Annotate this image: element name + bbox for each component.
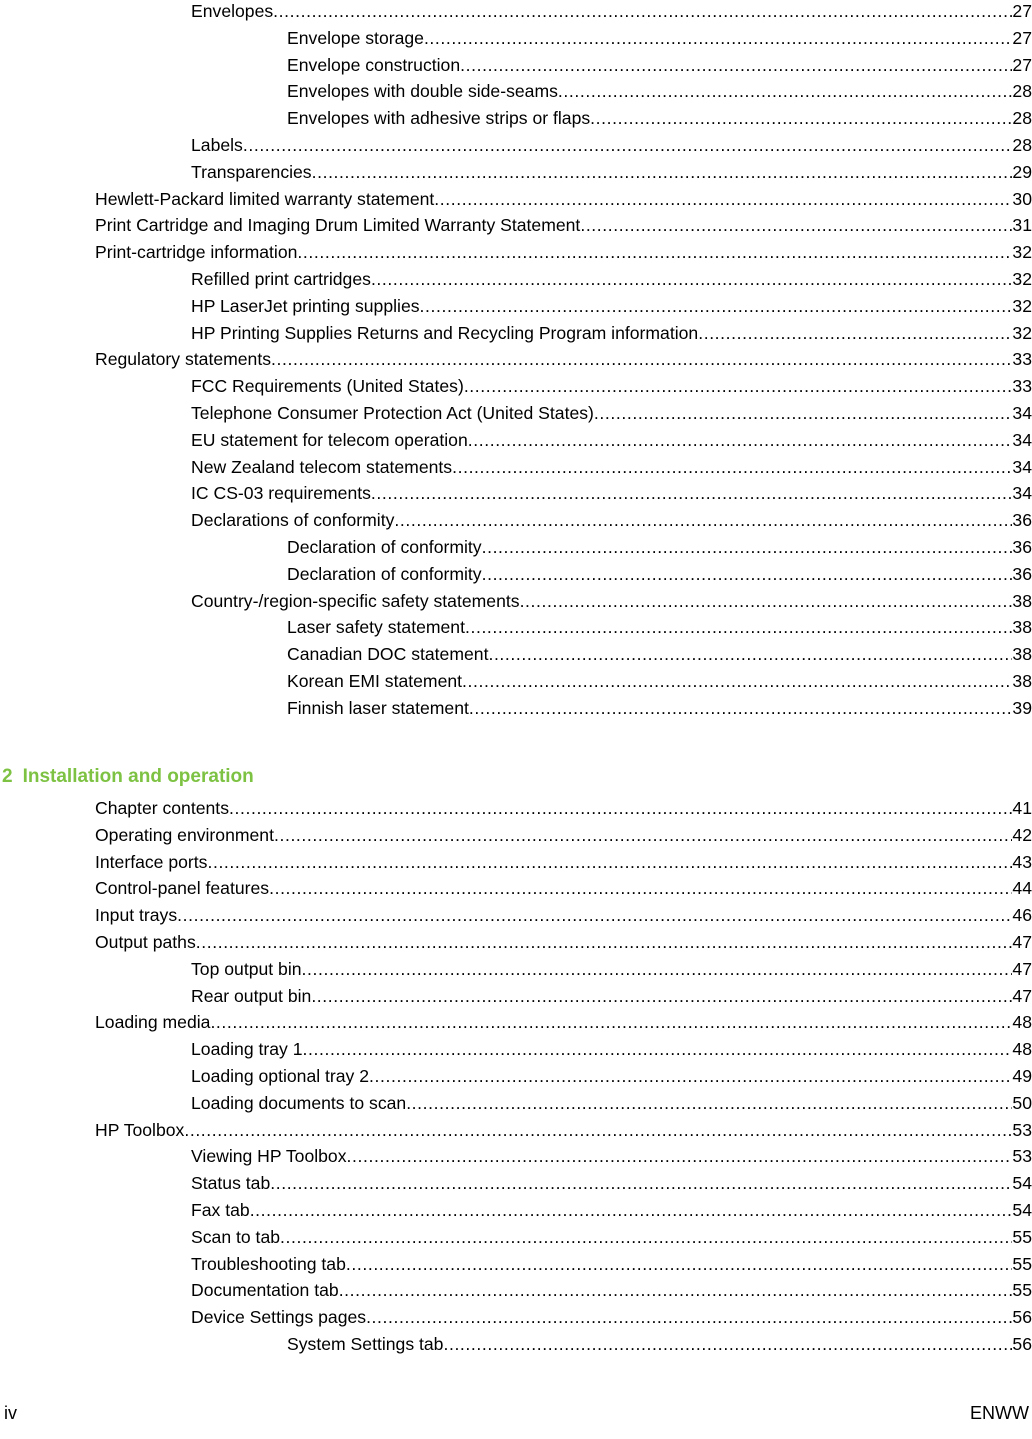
toc-entry-title: Loading media	[95, 1012, 211, 1033]
toc-entry[interactable]	[191, 295, 1032, 317]
toc-entry-title: Loading documents to scan	[191, 1092, 407, 1113]
toc-entry-page: 28	[1012, 81, 1032, 102]
toc-entry-title: Refilled print cartridges	[191, 269, 371, 289]
toc-entry-title: New Zealand telecom statements	[191, 456, 453, 477]
toc-entry-title: Chapter contents	[95, 798, 229, 818]
toc-entry-page: 32	[1012, 242, 1032, 263]
toc-entry[interactable]	[95, 797, 1032, 819]
toc-entry-page: 47	[1012, 958, 1032, 979]
toc-entry[interactable]	[191, 1279, 1032, 1301]
toc-entry-page: 36	[1012, 510, 1032, 531]
toc-entry[interactable]	[191, 1038, 1032, 1060]
dot-leader	[271, 348, 1012, 370]
toc-entry-title: Documentation tab	[191, 1280, 339, 1301]
toc-entry[interactable]	[95, 824, 1032, 846]
toc-entry-title: Fax tab	[191, 1200, 250, 1220]
toc-entry[interactable]	[191, 509, 1032, 531]
dot-leader	[482, 536, 1013, 558]
toc-entry-page: 49	[1012, 1066, 1032, 1086]
toc-entry-title: Top output bin	[191, 958, 302, 979]
toc-entry-page: 38	[1012, 590, 1032, 611]
dot-leader	[488, 643, 1012, 665]
toc-entry-page: 27	[1012, 27, 1032, 48]
toc-entry[interactable]	[191, 590, 1032, 612]
toc-entry[interactable]	[287, 80, 1032, 102]
toc-entry-title: IC CS-03 requirements	[191, 483, 371, 504]
toc-entry-title: Troubleshooting tab	[191, 1253, 346, 1274]
dot-leader	[270, 1172, 1012, 1194]
toc-entry[interactable]	[191, 1253, 1032, 1275]
dot-leader	[339, 1279, 1013, 1301]
dot-leader	[302, 958, 1013, 980]
dot-leader	[443, 1333, 1012, 1355]
toc-entry[interactable]	[191, 1092, 1032, 1114]
dot-leader	[434, 188, 1012, 210]
toc-entry[interactable]	[191, 134, 1032, 156]
toc-entry[interactable]	[95, 188, 1032, 210]
toc-entry-page: 39	[1012, 697, 1032, 718]
dot-leader	[371, 268, 1012, 290]
toc-entry[interactable]	[191, 1199, 1032, 1221]
dot-leader	[366, 1306, 1012, 1328]
toc-entry-page: 31	[1012, 215, 1032, 236]
toc-entry[interactable]	[287, 536, 1032, 558]
toc-entry-title: Status tab	[191, 1173, 271, 1194]
dot-leader	[196, 931, 1013, 953]
dot-leader	[210, 1011, 1012, 1033]
dot-leader	[347, 1145, 1013, 1167]
toc-entry-title: EU statement for telecom operation	[191, 429, 468, 450]
toc-entry-page: 33	[1012, 376, 1032, 397]
dot-leader	[274, 824, 1012, 846]
dot-leader	[424, 27, 1012, 49]
dot-leader	[469, 697, 1013, 719]
dot-leader	[465, 616, 1012, 638]
toc-entry[interactable]	[95, 214, 1032, 236]
dot-leader	[590, 107, 1012, 129]
toc-entry-title: Laser safety statement	[287, 617, 465, 638]
toc-entry-page: 28	[1012, 135, 1032, 155]
toc-entry-title: Output paths	[95, 932, 196, 952]
toc-entry-title: Labels	[191, 135, 243, 155]
toc-entry-title: Envelope construction	[287, 54, 461, 75]
toc-entry-title: FCC Requirements (United States)	[191, 376, 464, 397]
locale-code: ENWW	[970, 1403, 1029, 1423]
dot-leader	[420, 295, 1013, 317]
toc-entry-page: 30	[1012, 188, 1032, 209]
dot-leader	[558, 80, 1013, 102]
toc-entry[interactable]	[95, 904, 1032, 926]
toc-entry-title: Declaration of conformity	[287, 537, 482, 557]
dot-leader	[207, 851, 1012, 873]
toc-entry-title: Country-/region-specific safety statements	[191, 590, 520, 611]
chapter-title: Installation and operation	[22, 766, 254, 787]
toc-entry[interactable]	[287, 616, 1032, 638]
toc-entry-title: Scan to tab	[191, 1226, 281, 1247]
toc-entry-title: Hewlett-Packard limited warranty statement	[95, 188, 435, 209]
toc-entry[interactable]	[191, 1065, 1032, 1087]
toc-entry-title: Finnish laser statement	[287, 697, 469, 718]
dot-leader	[177, 904, 1012, 926]
toc-entry-page: 34	[1012, 429, 1032, 450]
toc-entry-title: Operating environment	[95, 824, 274, 845]
toc-entry[interactable]	[191, 1226, 1032, 1248]
toc-entry-page: 36	[1012, 563, 1032, 584]
toc-entry-page: 43	[1012, 851, 1032, 872]
toc-entry-page: 44	[1012, 878, 1032, 899]
dot-leader	[594, 402, 1013, 424]
toc-entry[interactable]	[287, 27, 1032, 49]
toc-entry[interactable]	[287, 643, 1032, 665]
toc-entry-page: 34	[1012, 483, 1032, 504]
toc-entry-page: 33	[1012, 349, 1032, 370]
toc-entry-title: Viewing HP Toolbox	[191, 1146, 347, 1167]
toc-entry-page: 48	[1012, 1012, 1032, 1033]
toc-entry-page: 38	[1012, 671, 1032, 691]
toc-entry[interactable]	[191, 429, 1032, 451]
toc-entry-title: Loading optional tray 2	[191, 1066, 370, 1086]
toc-entry-title: Print Cartridge and Imaging Drum Limited Warranty Statement	[95, 215, 581, 236]
toc-entry-page: 28	[1012, 108, 1032, 129]
toc-entry-page: 34	[1012, 403, 1032, 423]
toc-entry[interactable]	[287, 670, 1032, 692]
toc-entry-title: Declaration of conformity	[287, 563, 482, 584]
toc-entry[interactable]	[191, 1306, 1032, 1328]
toc-entry[interactable]	[287, 1333, 1032, 1355]
toc-entry[interactable]	[191, 958, 1032, 980]
toc-entry-page: 54	[1012, 1173, 1032, 1194]
toc-entry-title: Envelope storage	[287, 27, 424, 48]
toc-entry[interactable]	[287, 107, 1032, 129]
toc-entry[interactable]	[95, 931, 1032, 953]
dot-leader	[280, 1226, 1012, 1248]
toc-entry[interactable]	[95, 1011, 1032, 1033]
toc-entry-page: 48	[1012, 1039, 1032, 1060]
chapter-number: 2	[2, 766, 13, 787]
toc-entry-page: 38	[1012, 644, 1032, 665]
toc-entry-title: Envelopes with double side-seams	[287, 81, 558, 102]
toc-entry-page: 53	[1012, 1119, 1032, 1140]
toc-entry-page: 32	[1012, 295, 1032, 316]
toc-entry[interactable]	[287, 54, 1032, 76]
toc-entry-title: Envelopes with adhesive strips or flaps	[287, 108, 591, 129]
toc-entry-title: Print-cartridge information	[95, 242, 298, 263]
toc-entry-page: 56	[1012, 1307, 1032, 1328]
toc-entry[interactable]	[191, 322, 1032, 344]
toc-entry-page: 46	[1012, 905, 1032, 926]
toc-entry-title: HP Printing Supplies Returns and Recycling Program information	[191, 322, 699, 343]
toc-entry-title: Declarations of conformity	[191, 510, 395, 531]
toc-entry-title: Loading tray 1	[191, 1039, 303, 1060]
toc-entry-page: 42	[1012, 824, 1032, 845]
dot-leader	[229, 797, 1012, 819]
toc-entry[interactable]	[191, 1145, 1032, 1167]
toc-entry-title: Envelopes	[191, 1, 274, 21]
toc-entry[interactable]	[95, 348, 1032, 370]
toc-entry[interactable]	[287, 563, 1032, 585]
toc-entry[interactable]	[287, 697, 1032, 719]
toc-entry-page: 47	[1012, 932, 1032, 952]
toc-entry[interactable]	[191, 456, 1032, 478]
toc-entry-page: 32	[1012, 322, 1032, 343]
toc-entry-page: 34	[1012, 456, 1032, 477]
toc-entry-page: 56	[1012, 1334, 1032, 1354]
toc-entry-page: 55	[1012, 1253, 1032, 1274]
dot-leader	[482, 563, 1013, 585]
toc-entry-title: Transparencies	[191, 161, 312, 182]
toc-entry-title: Telephone Consumer Protection Act (United States)	[191, 403, 594, 423]
toc-entry-title: Regulatory statements	[95, 349, 272, 370]
dot-leader	[311, 985, 1012, 1007]
dot-leader	[698, 322, 1012, 344]
dot-leader	[312, 161, 1013, 183]
toc-entry-page: 41	[1012, 798, 1032, 818]
toc-entry[interactable]	[95, 241, 1032, 263]
toc-entry-title: Canadian DOC statement	[287, 644, 489, 665]
dot-leader	[460, 54, 1012, 76]
toc-entry-title: Device Settings pages	[191, 1307, 367, 1328]
dot-leader	[580, 214, 1012, 236]
toc-entry-page: 27	[1012, 1, 1032, 21]
toc-entry[interactable]	[191, 0, 1032, 22]
dot-leader	[464, 375, 1013, 397]
dot-leader	[269, 877, 1012, 899]
dot-leader	[250, 1199, 1013, 1221]
dot-leader	[371, 482, 1013, 504]
toc-entry[interactable]	[191, 161, 1032, 183]
toc-entry[interactable]	[95, 851, 1032, 873]
toc-entry-page: 54	[1012, 1200, 1032, 1220]
toc-entry[interactable]	[191, 985, 1032, 1007]
dot-leader	[243, 134, 1013, 156]
toc-entry-page: 32	[1012, 269, 1032, 289]
dot-leader	[468, 429, 1013, 451]
dot-leader	[303, 1038, 1013, 1060]
dot-leader	[520, 590, 1013, 612]
toc-entry-page: 27	[1012, 54, 1032, 75]
toc-entry-title: HP Toolbox	[95, 1119, 185, 1140]
dot-leader	[184, 1119, 1012, 1141]
toc-entry[interactable]	[191, 268, 1032, 290]
toc-entry-page: 50	[1012, 1092, 1032, 1113]
dot-leader	[452, 456, 1012, 478]
dot-leader	[406, 1092, 1012, 1114]
toc-entry[interactable]	[191, 482, 1032, 504]
dot-leader	[297, 241, 1012, 263]
toc-entry-page: 29	[1012, 161, 1032, 182]
toc-entry-page: 55	[1012, 1226, 1032, 1247]
toc-entry-title: Control-panel features	[95, 878, 270, 899]
dot-leader	[394, 509, 1012, 531]
chapter-heading[interactable]	[2, 766, 254, 788]
toc-entry[interactable]	[191, 1172, 1032, 1194]
toc-entry[interactable]	[95, 877, 1032, 899]
toc-entry-page: 55	[1012, 1280, 1032, 1301]
toc-entry-title: Interface ports	[95, 851, 208, 872]
toc-entry-title: System Settings tab	[287, 1334, 444, 1354]
dot-leader	[273, 0, 1012, 22]
toc-entry[interactable]	[191, 375, 1032, 397]
toc-entry-page: 38	[1012, 617, 1032, 638]
toc-entry-title: Korean EMI statement	[287, 671, 463, 691]
toc-entry-title: Input trays	[95, 905, 178, 926]
toc-entry[interactable]	[95, 1119, 1032, 1141]
dot-leader	[462, 670, 1012, 692]
toc-entry-page: 47	[1012, 985, 1032, 1006]
toc-entry[interactable]	[191, 402, 1032, 424]
dot-leader	[369, 1065, 1012, 1087]
page-number: iv	[4, 1403, 17, 1423]
toc-entry-page: 36	[1012, 537, 1032, 557]
toc-entry-page: 53	[1012, 1146, 1032, 1167]
toc-entry-title: Rear output bin	[191, 985, 312, 1006]
dot-leader	[346, 1253, 1013, 1275]
toc-entry-title: HP LaserJet printing supplies	[191, 295, 420, 316]
